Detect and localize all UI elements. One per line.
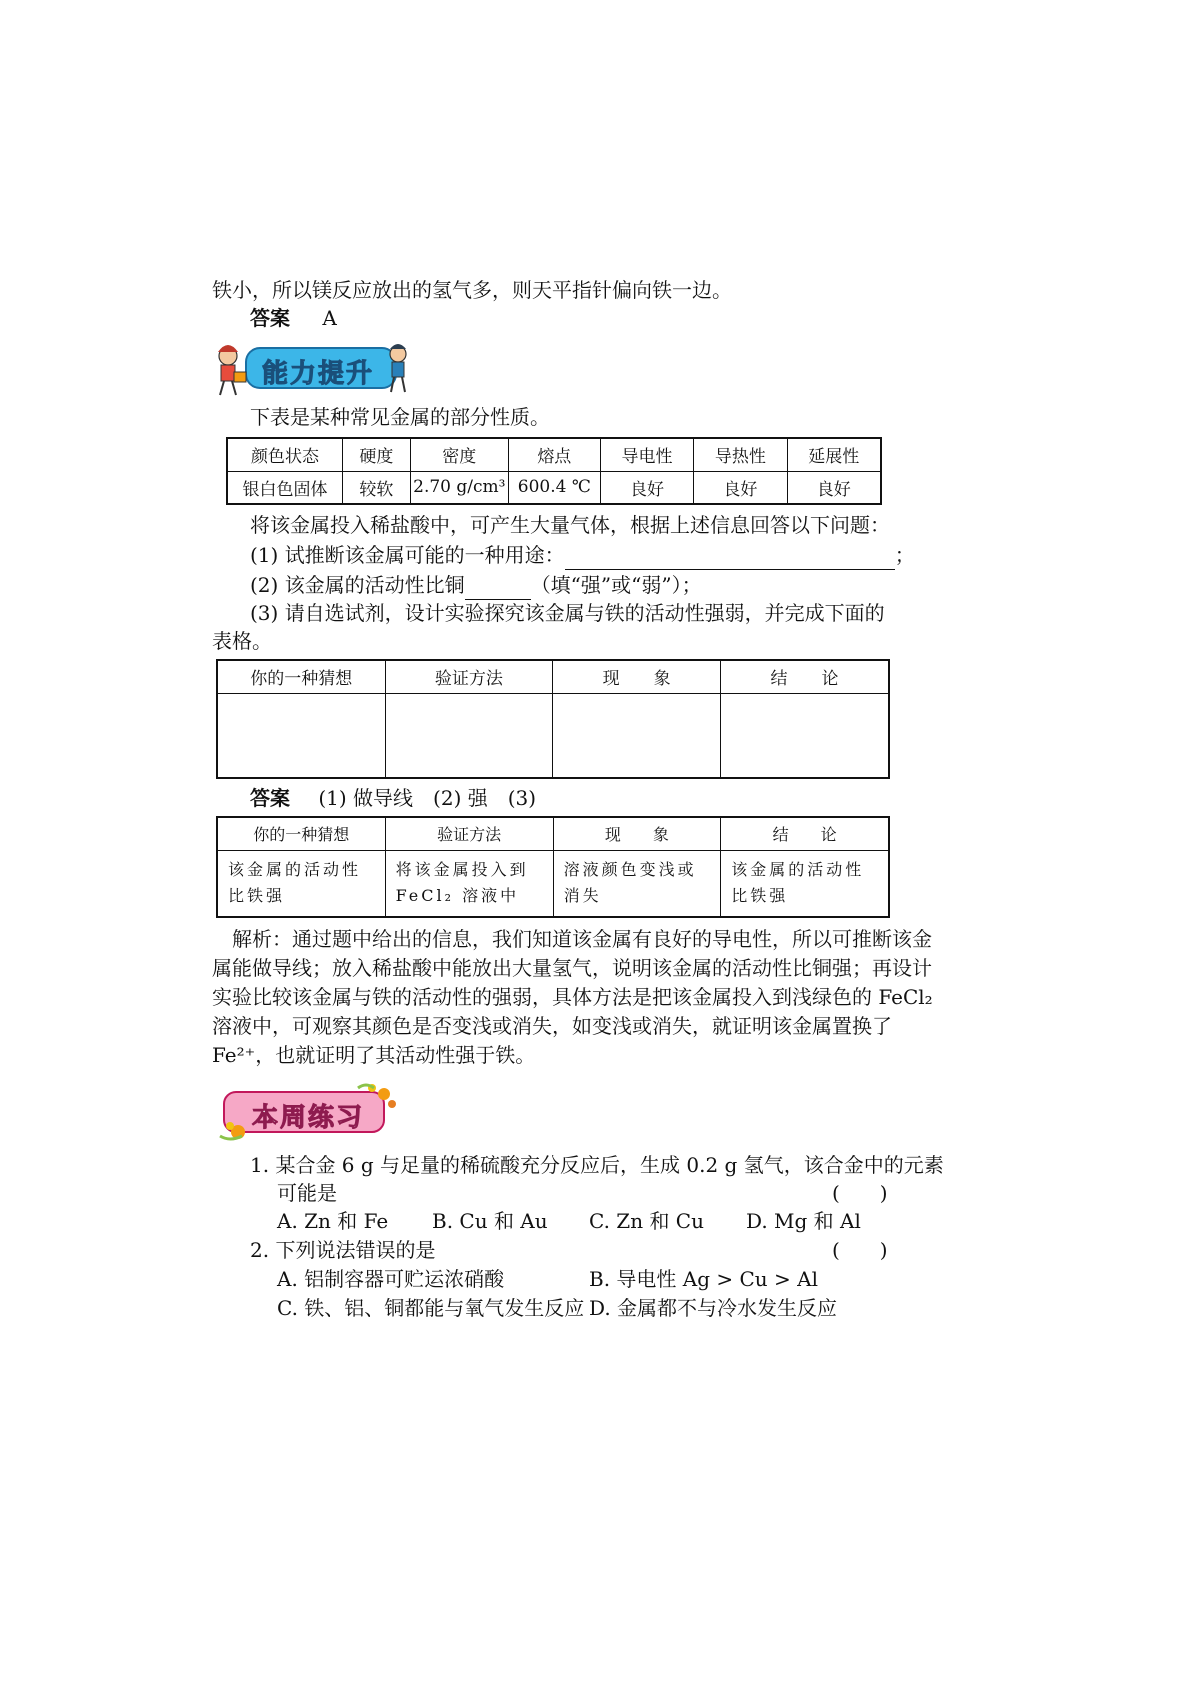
table-header-row [227,438,881,471]
table-header-cell: 延展性 [787,438,881,471]
analysis-line: Fe²⁺，也就证明了其活动性强于铁。 [212,1043,536,1067]
answer-1 [250,303,337,333]
answer-paren[interactable]: ( ) [832,1181,888,1205]
answer-blank-1[interactable] [565,547,895,570]
table-row [217,693,889,778]
table-cell: 该金属的活动性比铁强 [721,850,889,917]
blank-cell[interactable] [721,693,889,778]
blank-cell[interactable] [553,693,721,778]
analysis-line: 实验比较该金属与铁的活动性的强弱，具体方法是把该金属投入到浅绿色的 FeCl₂ [212,985,933,1009]
table-header-cell: 熔点 [508,438,600,471]
table-cell: 银白色固体 [227,471,342,504]
section-title: 能力提升 [262,359,375,389]
option[interactable]: D. Mg 和 Al [746,1209,861,1233]
table-cell: 良好 [600,471,693,504]
answer-label: 答案 [250,306,290,330]
table-cell: 溶液颜色变浅或消失 [553,850,721,917]
table-intro: 下表是某种常见金属的部分性质。 [250,405,550,429]
table-cell [385,850,553,917]
table-cell: 600.4 ℃ [508,471,600,504]
question-3-line-1: (3) 请自选试剂，设计实验探究该金属与铁的活动性强弱，并完成下面的 [250,601,885,625]
continuation-text: 铁小，所以镁反应放出的氢气多，则天平指针偏向铁一边。 [212,278,732,302]
exercise-1-stem-2: 可能是 [277,1181,337,1205]
table-cell: 良好 [787,471,881,504]
table-header-cell: 验证方法 [385,660,553,693]
section-title: 本周练习 [252,1103,365,1133]
cell-line: FeCl₂ 溶液中 [395,886,520,906]
section-banner-weekly [208,1080,398,1144]
table-header-cell: 导电性 [600,438,693,471]
section-banner-ability [208,340,408,400]
table-header-cell: 你的一种猜想 [217,660,385,693]
table-header-cell: 密度 [410,438,508,471]
question-3-line-2: 表格。 [212,629,272,653]
table-header-cell: 硬度 [342,438,410,471]
question-2 [250,570,702,600]
analysis-line: 溶液中，可观察其颜色是否变浅或消失，如变浅或消失，就证明该金属置换了 [212,1014,892,1038]
answer-value: (1) 做导线 (2) 强 (3) [318,786,537,810]
question-2-text: (2) 该金属的活动性比铜 [250,573,465,597]
property-table [226,437,882,505]
analysis-line: 属能做导线；放入稀盐酸中能放出大量氢气，说明该金属的活动性比铜强；再设计 [212,956,932,980]
analysis-line: 解析：通过题中给出的信息，我们知道该金属有良好的导电性，所以可推断该金 [232,927,932,951]
table-cell: 该金属的活动性比铁强 [217,850,385,917]
table-header-row [217,817,889,850]
question-1-text: (1) 试推断该金属可能的一种用途： [250,543,565,567]
table-header-cell: 你的一种猜想 [217,817,385,850]
option[interactable]: B. 导电性 Ag > Cu > Al [589,1267,818,1291]
question-1 [250,540,915,570]
table-header-cell: 验证方法 [385,817,553,850]
answer-blank-2[interactable] [465,577,531,600]
table-row [217,850,889,917]
table-header-row [217,660,889,693]
answer-paren[interactable]: ( ) [832,1238,888,1262]
option[interactable]: C. 铁、铝、铜都能与氧气发生反应 [277,1296,585,1320]
answer-value: A [322,306,337,330]
option[interactable]: D. 金属都不与冷水发生反应 [589,1296,838,1320]
table-header-cell: 导热性 [694,438,787,471]
table-cell: 良好 [694,471,787,504]
table-header-cell: 现 象 [553,817,721,850]
question-1-end: ； [894,543,915,567]
option[interactable]: B. Cu 和 Au [432,1209,548,1233]
table-header-cell: 颜色状态 [227,438,342,471]
table-header-cell: 结 论 [721,817,889,850]
table-header-cell: 现 象 [553,660,721,693]
option[interactable]: A. 铝制容器可贮运浓硝酸 [277,1267,505,1291]
option[interactable]: A. Zn 和 Fe [277,1209,389,1233]
option[interactable]: C. Zn 和 Cu [589,1209,704,1233]
exercise-1-stem: 1. 某合金 6 g 与足量的稀硫酸充分反应后，生成 0.2 g 氢气，该合金中的元素 [250,1153,944,1177]
cell-line: 将该金属投入到 [395,860,529,880]
blank-cell[interactable] [385,693,553,778]
question-2-hint: （填“强”或“弱”）； [530,573,702,597]
blank-cell[interactable] [217,693,385,778]
question-intro: 将该金属投入稀盐酸中，可产生大量气体，根据上述信息回答以下问题： [250,513,890,537]
answer-table [216,816,890,918]
table-header-cell: 结 论 [721,660,889,693]
answer-2 [250,783,536,813]
table-row [227,471,881,504]
table-cell: 较软 [342,471,410,504]
experiment-table [216,659,890,779]
table-cell: 2.70 g/cm³ [410,471,508,504]
answer-label: 答案 [250,786,290,810]
exercise-2-stem: 2. 下列说法错误的是 [250,1238,436,1262]
